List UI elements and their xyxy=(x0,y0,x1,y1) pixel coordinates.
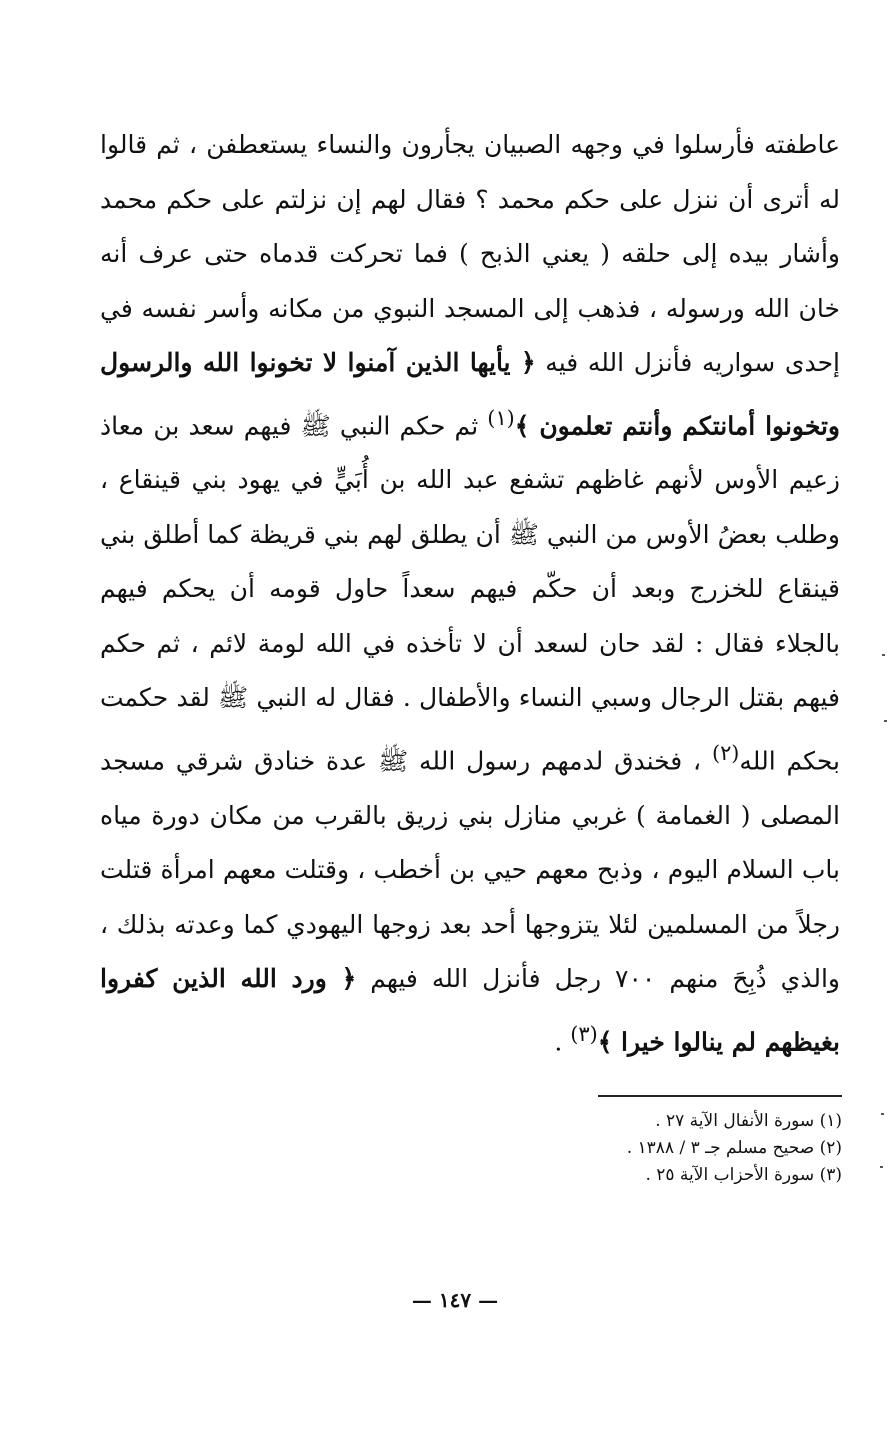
scan-speck xyxy=(884,720,887,722)
footnotes-list xyxy=(500,1108,842,1189)
text-segment: ثم حكم النبي ﷺ فيهم سعد بن معاذ زعيم الأوس لأنهم غاظهم تشفع عبد الله بن أُبَيٍّ في يهود بني قينقاع ، وطلب بعضُ الأوس من النبي ﷺ أن يطلق لهم بني قريظة كما أطلق بني قينقاع للخزرج وبعد أن حكّم فيهم سعداً حاول قومه أن يحكم فيهم بالجلاء فقال : لقد حان لسعد أن لا تأخذه في الله لومة لائم ، ثم حكم فيهم بقتل الرجال وسبي النساء والأطفال . فقال له النبي ﷺ لقد حكمت بحكم الله xyxy=(100,410,840,776)
scan-speck xyxy=(882,654,885,656)
page-number: — ١٤٧ — xyxy=(411,1288,499,1312)
footnote-ref: (٣) xyxy=(570,1021,598,1046)
scan-speck xyxy=(880,1166,883,1168)
text-segment: . xyxy=(554,1026,571,1056)
quran-quote: ﴿ ورد الله الذين كفروا بغيظهم لم ينالوا خيرا ﴾ xyxy=(100,964,840,1056)
footnote-item: (١) سورة الأنفال الآية ٢٧ . xyxy=(655,1111,842,1131)
footnote-divider xyxy=(598,1095,842,1097)
footnote-item: (٢) صحيح مسلم جـ ٣ / ١٣٨٨ . xyxy=(626,1138,842,1158)
footnote-ref: (١) xyxy=(487,405,515,430)
main-paragraph xyxy=(100,118,840,1069)
footnote-ref: (٢) xyxy=(711,740,740,765)
footnote-item: (٣) سورة الأحزاب الآية ٢٥ . xyxy=(645,1165,842,1185)
scan-speck xyxy=(881,1113,884,1115)
text-segment: ، فخندق لدمهم رسول الله ﷺ عدة خنادق شرقي مسجد المصلى ( الغمامة ) غربي منازل بني زريق بالقرب من مكان دورة مياه باب السلام اليوم ، وذبح معهم حيي بن أخطب ، وقتلت معهم امرأة قتلت رجلاً من المسلمين لئلا يتزوجها أحد بعد زوجها اليهودي كما وعدته بذلك ، والذي ذُبِحَ منهم ٧٠٠ رجل فأنزل الله فيهم xyxy=(100,746,840,994)
text-segment: عاطفته فأرسلوا في وجهه الصبيان يجأرون والنساء يستعطفن ، ثم قالوا له أترى أن ننزل على حكم محمد ؟ فقال لهم إن نزلتم على حكم محمد وأشار بيده إلى حلقه ( يعني الذبح ) فما تحركت قدماه حتى عرف أنه خان الله ورسوله ، فذهب إلى المسجد النبوي من مكانه وأسر نفسه في إحدى سواريه فأنزل الله فيه xyxy=(100,130,840,377)
quran-quote: ﴿ يأيها الذين آمنوا لا تخونوا الله والرسول وتخونوا أمانتكم وأنتم تعلمون ﴾ xyxy=(100,348,840,440)
